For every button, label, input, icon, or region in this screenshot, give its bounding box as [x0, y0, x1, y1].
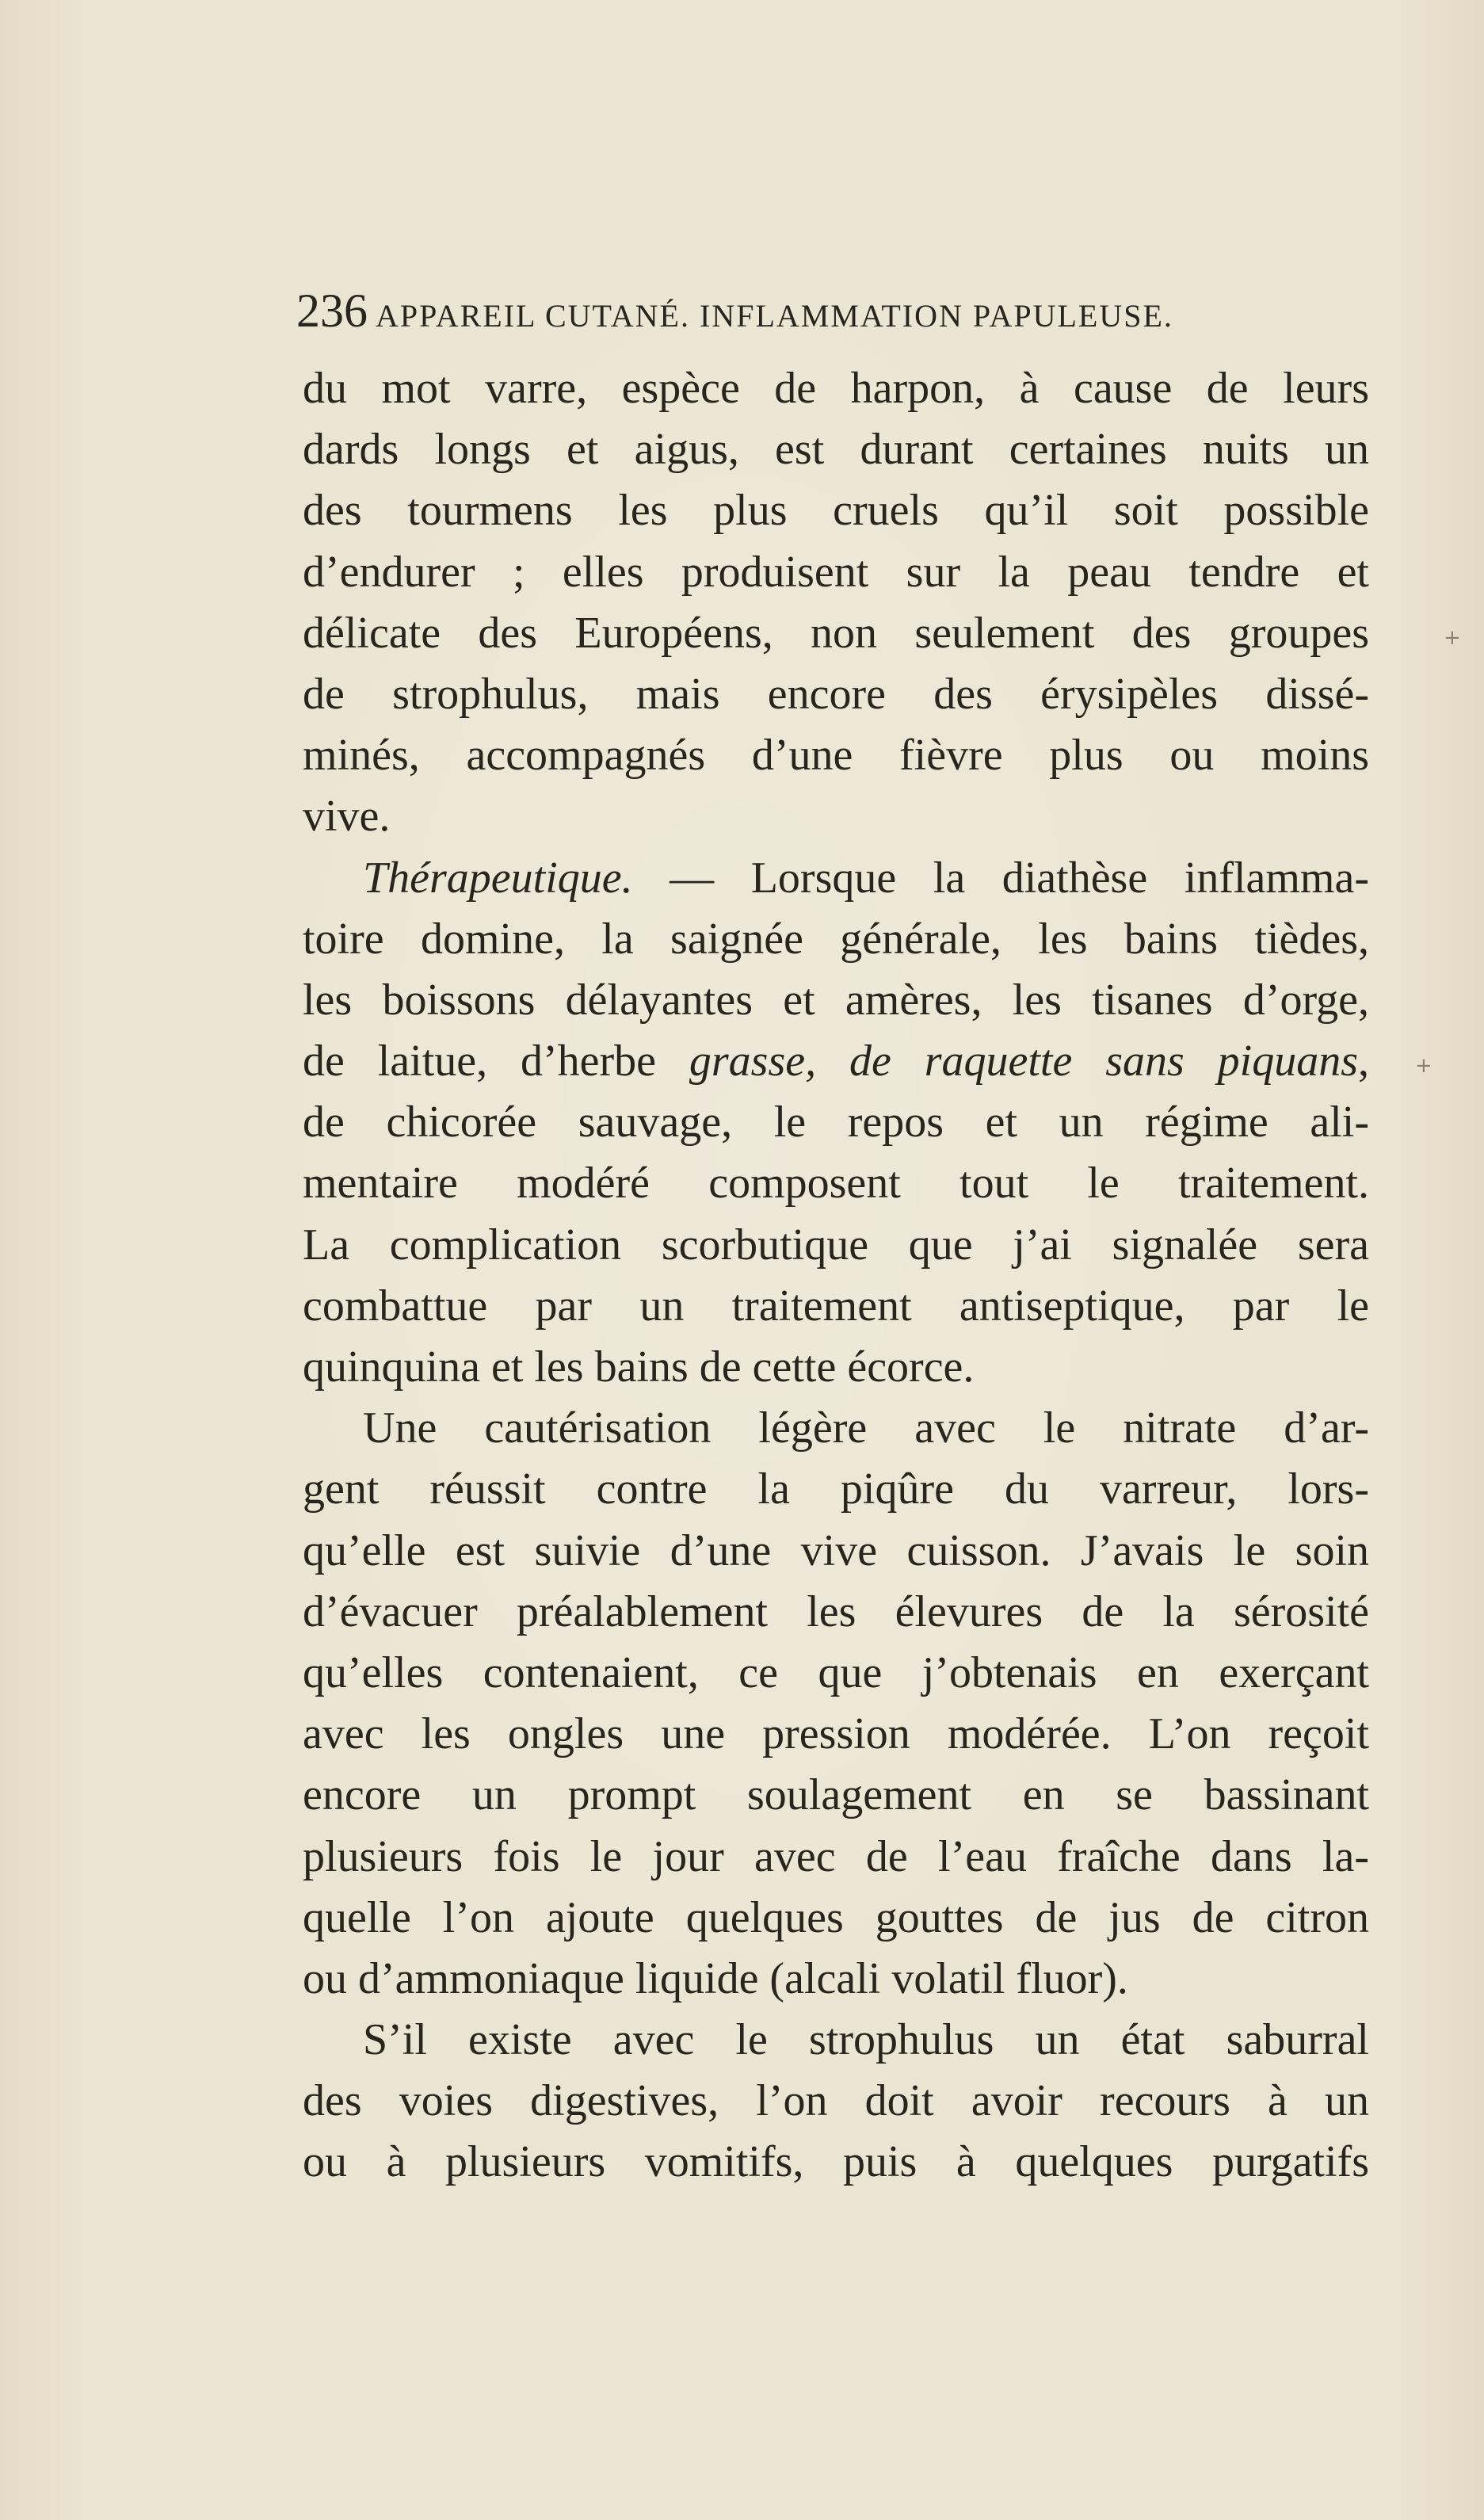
text-line: gent réussit contre la piqûre du varreur, lors- [303, 1464, 1369, 1514]
text-line: Thérapeutique. — Lorsque la diathèse inflamma- [363, 853, 1369, 903]
margin-cross-mark-lower: + [1415, 1054, 1432, 1078]
page-number: 236 [296, 284, 368, 337]
text-line: qu’elle est suivie d’une vive cuisson. J’avais le soin [303, 1525, 1369, 1575]
text-line: dards longs et aigus, est durant certaines nuits un [303, 425, 1369, 475]
running-head [376, 297, 1173, 334]
running-header [296, 284, 1368, 336]
text-line: minés, accompagnés d’une fièvre plus ou moins [303, 731, 1369, 781]
text-line: de strophulus, mais encore des érysipèles dissé- [303, 669, 1369, 719]
body-text [303, 358, 1369, 2194]
text-line: de chicorée sauvage, le repos et un régime ali- [303, 1098, 1369, 1147]
text-line: d’endurer ; elles produisent sur la peau tendre et [303, 547, 1369, 597]
text-line: qu’elles contenaient, ce que j’obtenais en exerçant [303, 1648, 1369, 1697]
text-line: quelle l’on ajoute quelques gouttes de jus de citron [303, 1892, 1369, 1942]
margin-cross-mark-upper: + [1444, 626, 1461, 650]
running-head-part2: INFLAMMATION PAPULEUSE. [699, 298, 1173, 334]
text-line: La complication scorbutique que j’ai signalée sera [303, 1220, 1369, 1270]
text-line: quinquina et les bains de cette écorce. [303, 1342, 975, 1392]
text-line: encore un prompt soulagement en se bassinant [303, 1770, 1369, 1820]
text-line: mentaire modéré composent tout le traitement. [303, 1159, 1369, 1208]
section-heading-therapeutique: Thérapeutique. [363, 853, 633, 903]
text-line: combattue par un traitement antiseptique, par le [303, 1281, 1369, 1331]
text-line: avec les ongles une pression modérée. L’on reçoit [303, 1709, 1369, 1759]
text-line: des voies digestives, l’on doit avoir recours à un [303, 2076, 1369, 2126]
text-line: ou d’ammoniaque liquide (alcali volatil fluor). [303, 1953, 1128, 2003]
text-line: du mot varre, espèce de harpon, à cause de leurs [303, 364, 1369, 413]
text-line: toire domine, la saignée générale, les bains tièdes, [303, 914, 1369, 964]
text-line: ou à plusieurs vomitifs, puis à quelques purgatifs [303, 2137, 1369, 2187]
text-line: des tourmens les plus cruels qu’il soit possible [303, 486, 1369, 536]
text-line: S’il existe avec le strophulus un état saburral [363, 2015, 1369, 2065]
italic-plant-names: grasse, de raquette sans piquans [689, 1037, 1359, 1086]
text-line: d’évacuer préalablement les élevures de la sérosité [303, 1586, 1369, 1636]
text-line: Une cautérisation légère avec le nitrate d’ar- [363, 1403, 1369, 1453]
text-line: plusieurs fois le jour avec de l’eau fraîche dans la- [303, 1831, 1369, 1881]
running-head-part1: APPAREIL CUTANÉ. [376, 298, 690, 334]
text-line: vive. [303, 792, 391, 842]
text-line: de laitue, d’herbe grasse, de raquette sans piquans, [303, 1037, 1370, 1086]
text-line: délicate des Européens, non seulement des groupes [303, 608, 1369, 658]
text-line: les boissons délayantes et amères, les tisanes d’orge, [303, 975, 1369, 1025]
